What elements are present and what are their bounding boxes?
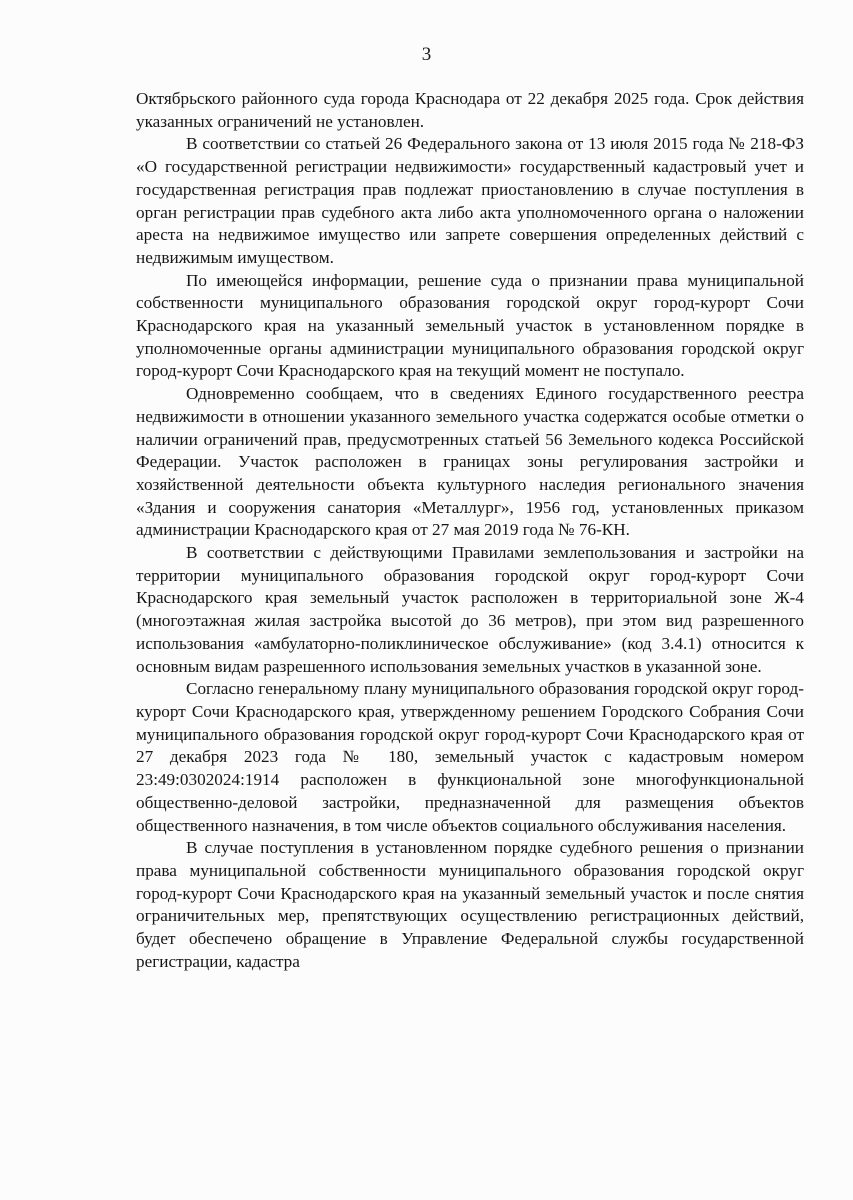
paragraph-general-plan: Согласно генеральному плану муниципального образования городской округ город-курорт Сочи Краснодарского края, утвержденному решением Городского Собрания Сочи муниципального образования городской округ город-курорт Сочи Краснодарского края от 27 декабря 2023 года № 180, земельный участок с кадастровым номером 23:49:0302024:1914 расположен в функциональной зоне многофункциональной общественно-деловой застройки, предназначенной для размещения объектов общественного назначения, в том числе объектов социального обслуживания населения. — [136, 679, 804, 835]
paragraph-court-decision: По имеющейся информации, решение суда о признании права муниципальной собственности муниципального образования городской округ город-курорт Сочи Краснодарского края на указанный земельный участок в установленном порядке в уполномоченные органы администрации муниципального образования городской округ город-курорт Сочи Краснодарского края на текущий момент не поступало. — [136, 270, 804, 381]
paragraph-registration-request: В случае поступления в установленном порядке судебного решения о признании права муниципальной собственности муниципального образования городской округ город-курорт Сочи Краснодарского края на указанный земельный участок и после снятия ограничительных мер, препятствующих осуществлению регистрационных действий, будет обеспечено обращение в Управление Федеральной службы государственной регистрации, кадастра — [136, 838, 804, 971]
document-body — [136, 88, 804, 973]
paragraph-egrn-restrictions: Одновременно сообщаем, что в сведениях Единого государственного реестра недвижимости в отношении указанного земельного участка содержатся особые отметки о наличии ограничений прав, предусмотренных статьей 56 Земельного кодекса Российской Федерации. Участок расположен в границах зоны регулирования застройки и хозяйственной деятельности объекта культурного наследия регионального значения «Здания и сооружения санатория «Металлург», 1956 год, установленных приказом администрации Краснодарского края от 27 мая 2019 года № 76-КН. — [136, 384, 804, 540]
paragraph-federal-law: В соответствии со статьей 26 Федерального закона от 13 июля 2015 года № 218-ФЗ «О государственной регистрации недвижимости» государственный кадастровый учет и государственная регистрация прав подлежат приостановлению в случае поступления в орган регистрации прав судебного акта либо акта уполномоченного органа о наложении ареста на недвижимое имущество или запрете совершения определенных действий с недвижимым имуществом. — [136, 134, 804, 267]
paragraph-land-use-rules: В соответствии с действующими Правилами землепользования и застройки на территории муниципального образования городской округ город-курорт Сочи Краснодарского края земельный участок расположен в территориальной зоне Ж-4 (многоэтажная жилая застройка высотой до 36 метров), при этом вид разрешенного использования «амбулаторно-поликлиническое обслуживание» (код 3.4.1) относится к основным видам разрешенного использования земельных участков в указанной зоне. — [136, 543, 804, 676]
page-number: 3 — [421, 44, 432, 65]
paragraph-continuation: Октябрьского районного суда города Краснодара от 22 декабря 2025 года. Срок действия указанных ограничений не установлен. — [136, 89, 804, 131]
